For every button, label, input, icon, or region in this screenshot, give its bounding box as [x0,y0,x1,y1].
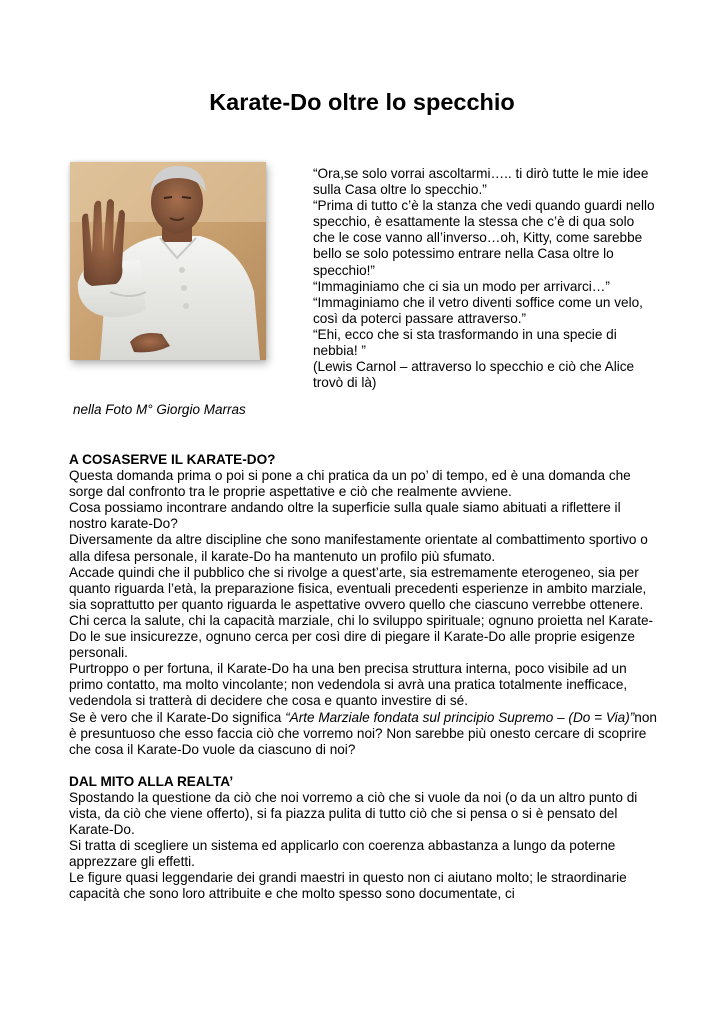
portrait-photo-icon [70,162,266,360]
section-heading: A COSASERVE IL KARATE-DO? [69,452,276,467]
section-heading: DAL MITO ALLA REALTA’ [69,773,234,789]
italic-definition: “Arte Marziale fondata sul principio Supremo – (Do = Via)” [285,709,635,725]
page-title: Karate-Do oltre lo specchio [209,89,515,115]
paragraph: Purtroppo o per fortuna, il Karate-Do ha una ben precisa struttura interna, poco visibile ad un primo contatto, ma molto vincolante; non vedendola si avrà una pratica totalmente inefficace, vedendola si tratterà di decidere che cosa e quanto investire di sé. [69,661,628,709]
paragraph-text: non è presuntuoso che esso faccia ciò che vorremo noi? Non sarebbe più onesto cercare di scoprire che cosa il Karate-Do vuole da ciascuno di noi? [69,709,657,757]
portrait-photo [70,162,266,360]
intro-quote [313,166,658,391]
quote-line: “Prima di tutto c’è la stanza che vedi quando guardi nello specchio, è esattamente la stessa che c’è di qua solo che le cose vanno all’inverso…oh, Kitty, come sarebbe bello se solo potessimo entrare nella Casa oltre lo specchio!” [313,198,655,278]
paragraph: Diversamente da altre discipline che sono manifestamente orientate al combattimento sportivo o alla difesa personale, il karate-Do ha mantenuto un profilo più sfumato. [69,532,648,564]
paragraph: Spostando la questione da ciò che noi vorremo a ciò che si vuole da noi (o da un altro punto di vista, da ciò che viene offerto), si fa piazza pulita di tutto ciò che si pensa o si è pensato del Karate-Do. [69,789,638,838]
paragraph-text: Se è vero che il Karate-Do significa [69,709,286,725]
paragraph: Le figure quasi leggendarie dei grandi maestri in questo non ci aiutano molto; le straordinarie capacità che sono loro attribuite e che molto spesso sono documentate, ci [69,870,627,902]
spacer [69,758,659,774]
quote-line: “Immaginiamo che ci sia un modo per arrivarci…” [313,278,610,294]
photo-caption: nella Foto M° Giorgio Marras [73,402,246,417]
quote-line: “Ora,se solo vorrai ascoltarmi….. ti dirò tutte le mie idee sulla Casa oltre lo specchio.” [313,166,649,198]
quote-line: “Immaginiamo che il vetro diventi soffice come un velo, così da poterci passare attraverso.” [313,294,643,326]
paragraph [69,710,659,758]
paragraph: Chi cerca la salute, chi la capacità marziale, chi lo sviluppo spirituale; ognuno proietta nel Karate-Do le sue insicurezze, ognuno cerca per così dire di piegare il Karate-Do alle proprie esigenze personali. [69,612,654,661]
paragraph: Si tratta di scegliere un sistema ed applicarlo con coerenza abbastanza a lungo da poterne apprezzare gli effetti. [69,838,616,870]
article-body [69,452,659,903]
paragraph: Cosa possiamo incontrare andando oltre la superficie sulla quale siamo abituati a riflettere il nostro karate-Do? [69,500,621,532]
paragraph: Questa domanda prima o poi si pone a chi pratica da un po’ di tempo, ed è una domanda che sorge dal confronto tra le proprie aspettative e ciò che realmente avviene. [69,468,631,500]
quote-citation: (Lewis Carnol – attraverso lo specchio e ciò che Alice trovò di là) [313,359,635,391]
paragraph: Accade quindi che il pubblico che si rivolge a quest’arte, sia estremamente eterogeneo, sia per quanto riguarda l’età, la preparazione fisica, eventuali precedenti esperienze in ambito marziale, sia soprattutto per quanto riguarda le aspettative ovvero quello che ciascuno verrebbe ottenere. [69,564,647,612]
quote-line: “Ehi, ecco che si sta trasformando in una specie di nebbia! ” [313,326,617,359]
